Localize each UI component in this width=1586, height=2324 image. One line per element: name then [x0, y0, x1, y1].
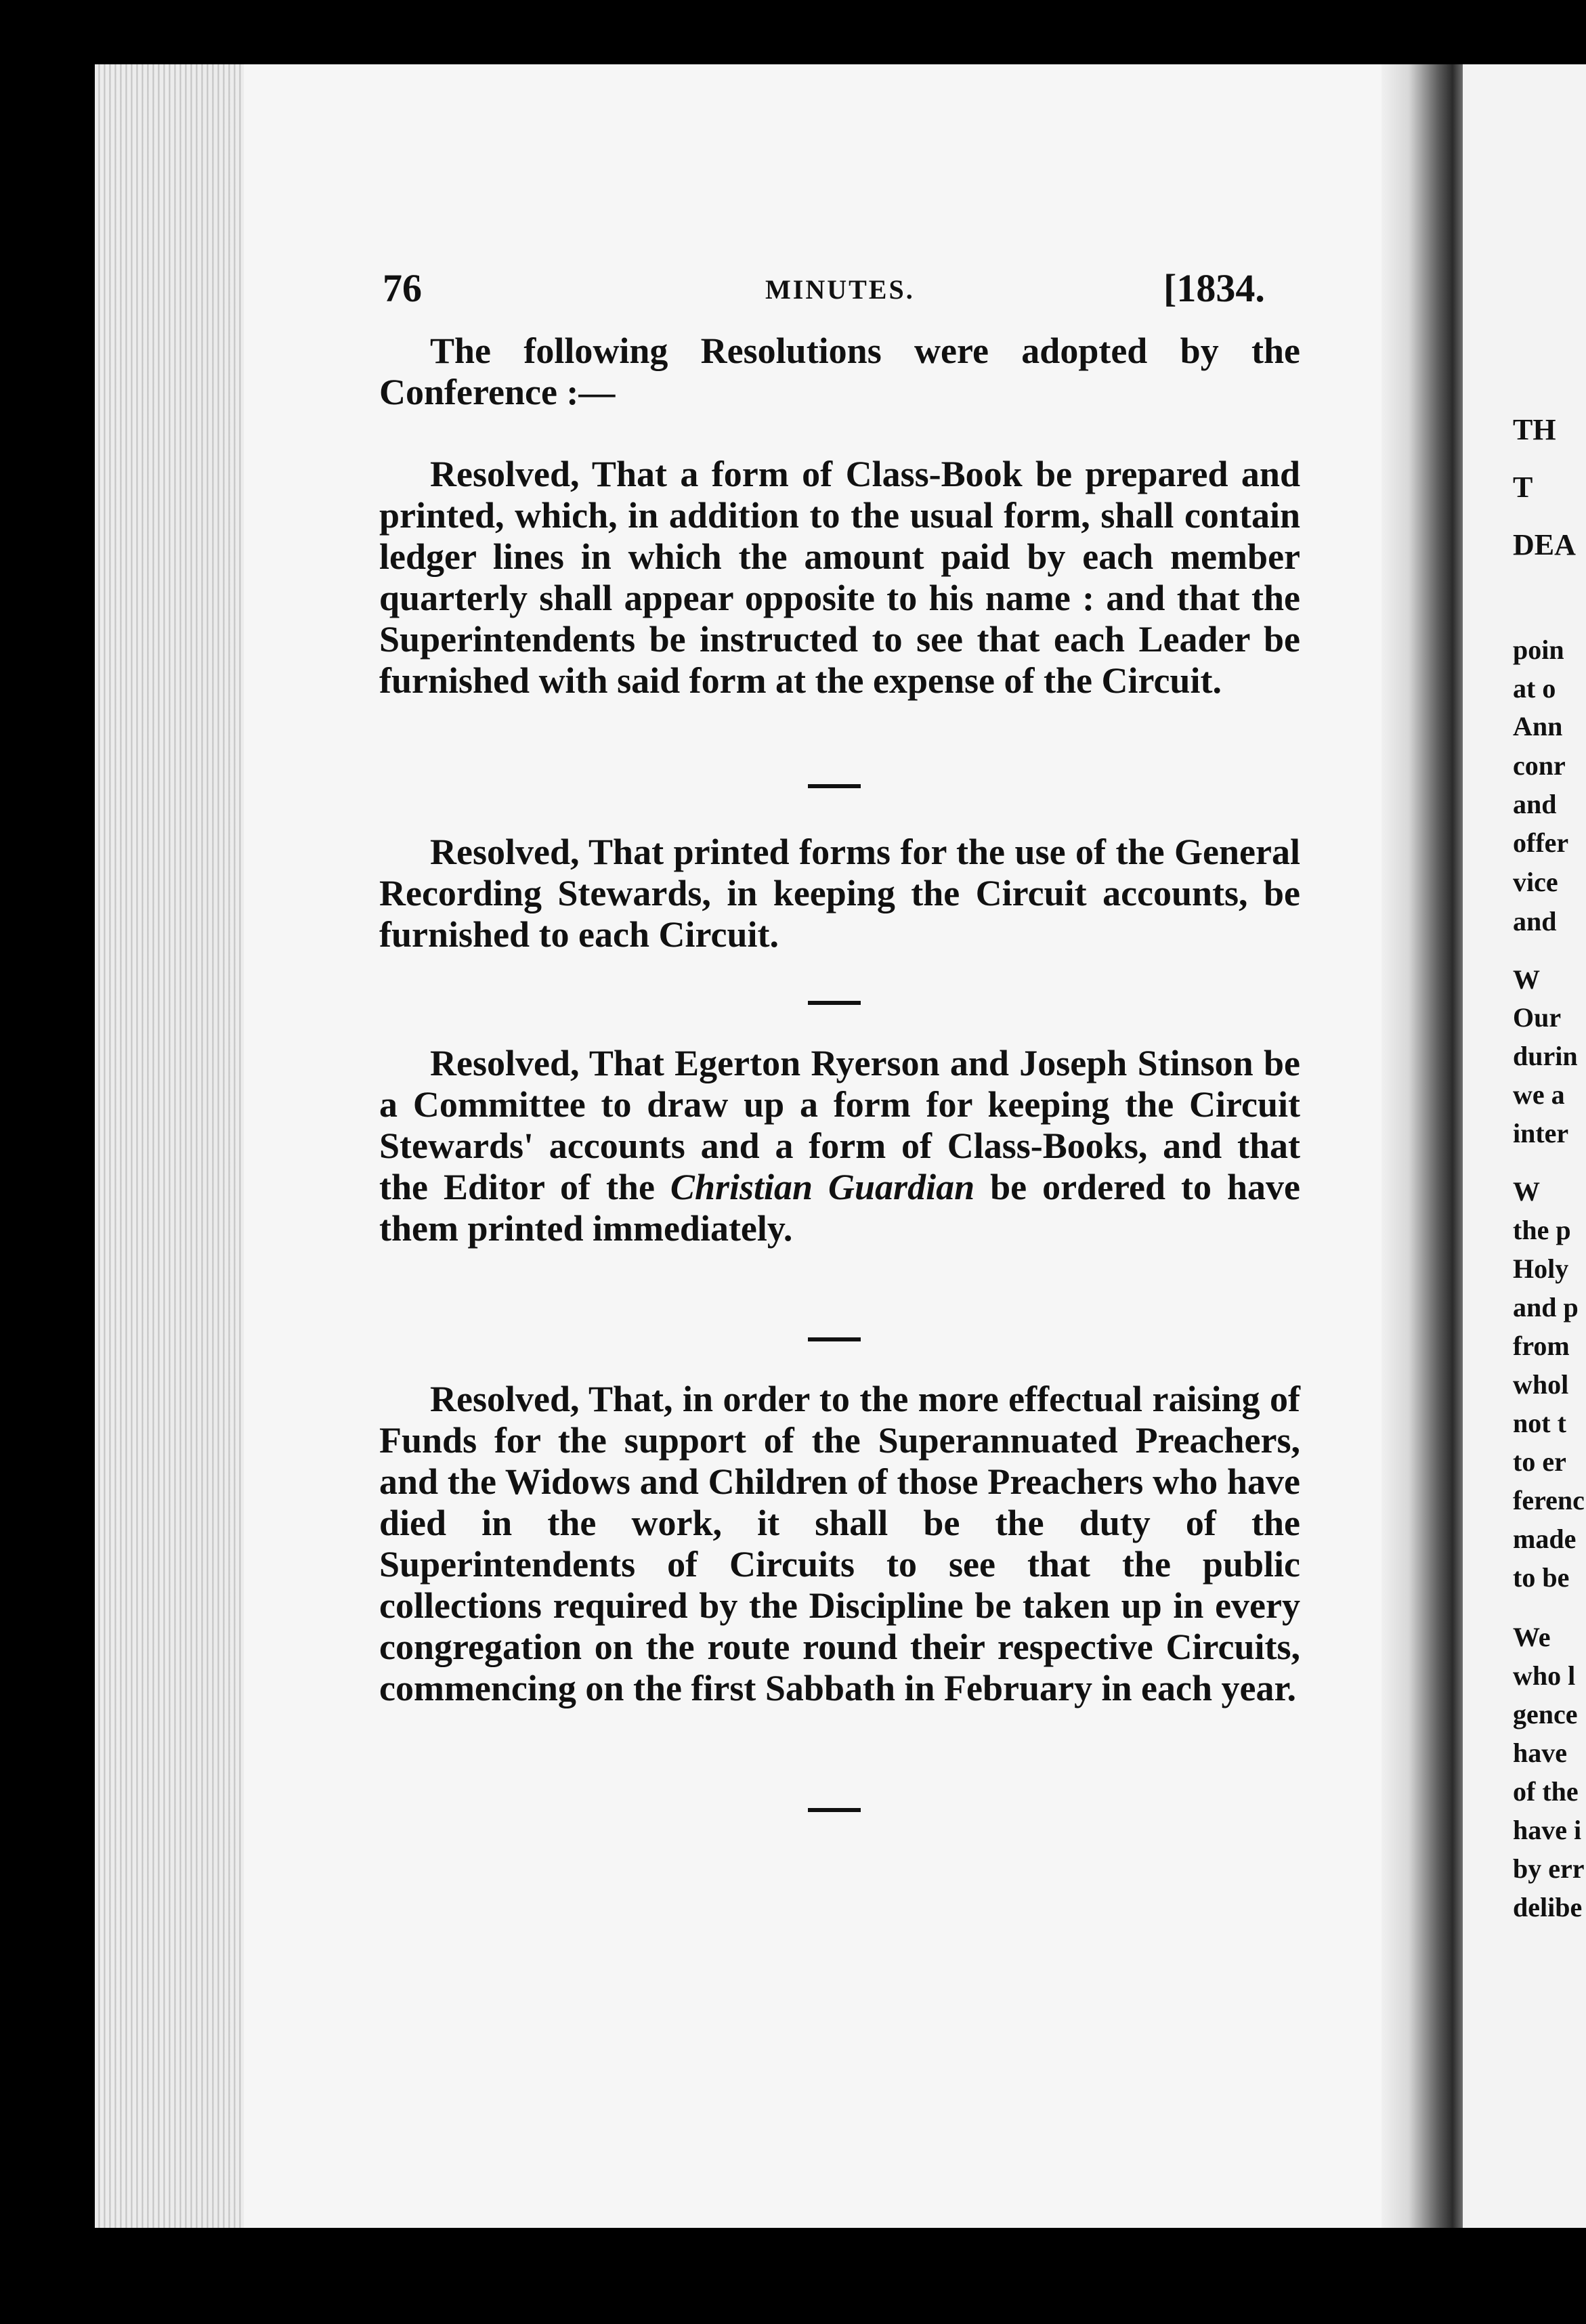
page-number: 76 — [383, 266, 422, 310]
adjacent-fragment: delibe — [1513, 1892, 1583, 1922]
adjacent-fragment: gence — [1513, 1699, 1578, 1729]
section-divider — [808, 1337, 861, 1341]
resolution-committee — [379, 1043, 1300, 1249]
intro-paragraph: The following Resolutions were adopted by the Conference :— — [379, 330, 1300, 412]
adjacent-fragment: W — [1513, 964, 1540, 995]
adjacent-fragment: to er — [1513, 1446, 1566, 1477]
adjacent-fragment: poin — [1513, 634, 1564, 665]
adjacent-fragment: the p — [1513, 1215, 1571, 1245]
section-divider — [808, 1001, 861, 1005]
adjacent-fragment: We — [1513, 1622, 1551, 1652]
section-divider — [808, 784, 861, 788]
adjacent-fragment: DEA — [1513, 528, 1576, 561]
adjacent-fragment: offer — [1513, 827, 1569, 858]
adjacent-fragment: have i — [1513, 1815, 1582, 1845]
adjacent-fragment: we a — [1513, 1079, 1565, 1110]
adjacent-fragment: to be — [1513, 1562, 1570, 1593]
adjacent-fragment: W — [1513, 1176, 1540, 1207]
running-title: MINUTES. — [765, 274, 915, 305]
adjacent-fragment: made — [1513, 1524, 1577, 1554]
adjacent-fragment: not t — [1513, 1408, 1566, 1438]
adjacent-fragment: T — [1513, 471, 1533, 504]
adjacent-fragment: ferenc — [1513, 1485, 1585, 1515]
adjacent-fragment: inter — [1513, 1118, 1569, 1148]
resolution-committee-tail: be ordered to have them printed immediately. — [379, 1167, 1300, 1249]
adjacent-fragment: and p — [1513, 1292, 1579, 1322]
adjacent-fragment: by err — [1513, 1853, 1585, 1884]
adjacent-fragment: from — [1513, 1331, 1570, 1361]
header-year: [1834. — [1163, 266, 1265, 310]
resolution-funds: Resolved, That, in order to the more effectual raising of Funds for the support of the Superannuated Preachers, and the Widows and Children of those Preachers who have died in the work, it shall be the duty of the Superintendents of Circuits to see that the public collections required by the Discipline be taken up in every congregation on the route round their respective Circuits, commencing on the first Sabbath in February in each year. — [379, 1379, 1300, 1708]
page-edges — [95, 64, 257, 2228]
resolution-printed-forms: Resolved, That printed forms for the use of the General Recording Stewards, in keeping the Circuit accounts, be furnished to each Circuit. — [379, 832, 1300, 955]
adjacent-fragment: Holy — [1513, 1253, 1569, 1284]
adjacent-fragment: TH — [1513, 413, 1556, 446]
adjacent-fragment: Our — [1513, 1002, 1562, 1033]
section-divider — [808, 1808, 861, 1812]
adjacent-fragment: durin — [1513, 1041, 1578, 1071]
adjacent-fragment: whol — [1513, 1369, 1569, 1400]
resolution-committee-text: Resolved, That Egerton Ryerson and Joseph Stinson be a Committee to draw up a form for keeping the Circuit Stewards' accounts and a form of Class-Books, and that the Editor of the — [379, 1043, 1300, 1207]
adjacent-fragment: and — [1513, 906, 1557, 937]
adjacent-fragment: Ann — [1513, 711, 1563, 741]
adjacent-fragment: conr — [1513, 750, 1566, 781]
adjacent-fragment: who l — [1513, 1660, 1576, 1691]
resolution-class-book: Resolved, That a form of Class-Book be prepared and printed, which, in addition to the usual form, shall contain ledger lines in which the amount paid by each member quarterly shall appear opposite to his name : and that the Superintendents be instructed to see that each Leader be furnished with said form at the expense of the Circuit. — [379, 454, 1300, 701]
adjacent-fragment: at o — [1513, 673, 1556, 704]
adjacent-fragment: and — [1513, 789, 1557, 819]
scan-border — [95, 2228, 1586, 2324]
newspaper-title: Christian Guardian — [670, 1167, 975, 1207]
adjacent-fragment: of the — [1513, 1776, 1579, 1807]
adjacent-fragment: vice — [1513, 867, 1558, 897]
adjacent-fragment: have — [1513, 1738, 1567, 1768]
